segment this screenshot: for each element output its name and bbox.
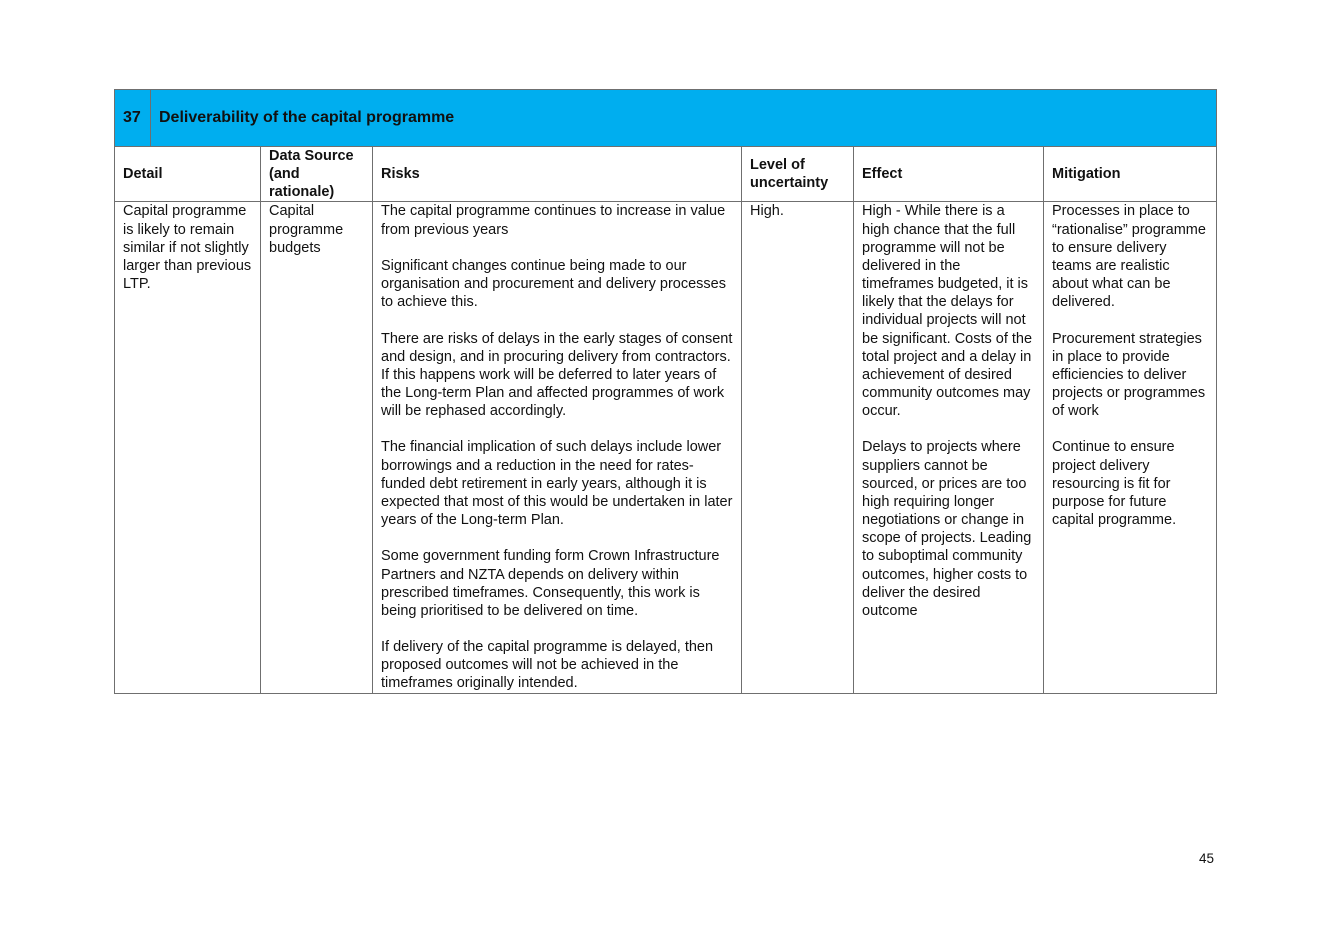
mitigation-paragraph: Processes in place to “rationalise” programme to ensure delivery teams are realistic about what can be delivered.	[1052, 203, 1206, 311]
section-number: 37	[115, 90, 151, 146]
risk-paragraph: The financial implication of such delays include lower borrowings and a reduction in the need for rates-funded debt retirement in early years, although it is expected that most of this would be undertaken in later years of the Long-term Plan.	[381, 439, 733, 529]
section-title-cell	[115, 90, 1217, 147]
section-title: Deliverability of the capital programme	[159, 108, 455, 126]
header-risks: Risks	[373, 147, 742, 202]
table-row	[115, 202, 1217, 693]
mitigation-paragraph: Continue to ensure project delivery resourcing is fit for purpose for future capital programme.	[1052, 439, 1177, 529]
risk-paragraph: Some government funding form Crown Infrastructure Partners and NZTA depends on delivery within prescribed timeframes. Consequently, this work is being prioritised to be delivered on time.	[381, 548, 720, 619]
section-title-row	[115, 90, 1217, 147]
risks-cell	[373, 202, 742, 693]
risk-paragraph: The capital programme continues to increase in value from previous years	[381, 203, 726, 238]
header-data-source: Data Source (and rationale)	[261, 147, 373, 202]
header-mitigation: Mitigation	[1044, 147, 1217, 202]
mitigation-cell	[1044, 202, 1217, 693]
data-source-text: Capital programme budgets	[269, 203, 344, 256]
effect-paragraph: High - While there is a high chance that the full programme will not be delivered in the timeframes budgeted, it is likely that the delays for individual projects will not be significant. Costs of the total project and a delay in achievement of desired community outcomes may occur.	[862, 203, 1033, 420]
detail-text: Capital programme is likely to remain similar if not slightly larger than previous LTP.	[123, 203, 252, 293]
page-number: 45	[1199, 851, 1215, 866]
uncertainty-text: High.	[750, 203, 784, 220]
header-row	[115, 147, 1217, 202]
risk-paragraph: Significant changes continue being made to our organisation and procurement and delivery processes to achieve this.	[381, 257, 726, 311]
header-uncertainty: Level of uncertainty	[742, 147, 854, 202]
uncertainty-cell	[742, 202, 854, 693]
data-source-cell	[261, 202, 373, 693]
detail-cell	[115, 202, 261, 693]
header-effect: Effect	[854, 147, 1044, 202]
mitigation-paragraph: Procurement strategies in place to provide efficiencies to deliver projects or programmes of work	[1052, 330, 1206, 420]
risk-paragraph: There are risks of delays in the early stages of consent and design, and in procuring delivery from contractors. If this happens work will be deferred to later years of the Long-term Plan and affected programmes of work will be rephased accordingly.	[381, 330, 733, 420]
header-detail: Detail	[115, 147, 261, 202]
risk-table	[114, 89, 1217, 694]
effect-paragraph: Delays to projects where suppliers cannot be sourced, or prices are too high requiring longer negotiations or change in scope of projects. Leading to suboptimal community outcomes, higher costs to deliver the desired outcome	[862, 439, 1032, 619]
effect-cell	[854, 202, 1044, 693]
risk-paragraph: If delivery of the capital programme is delayed, then proposed outcomes will not be achieved in the timeframes originally intended.	[381, 639, 714, 692]
